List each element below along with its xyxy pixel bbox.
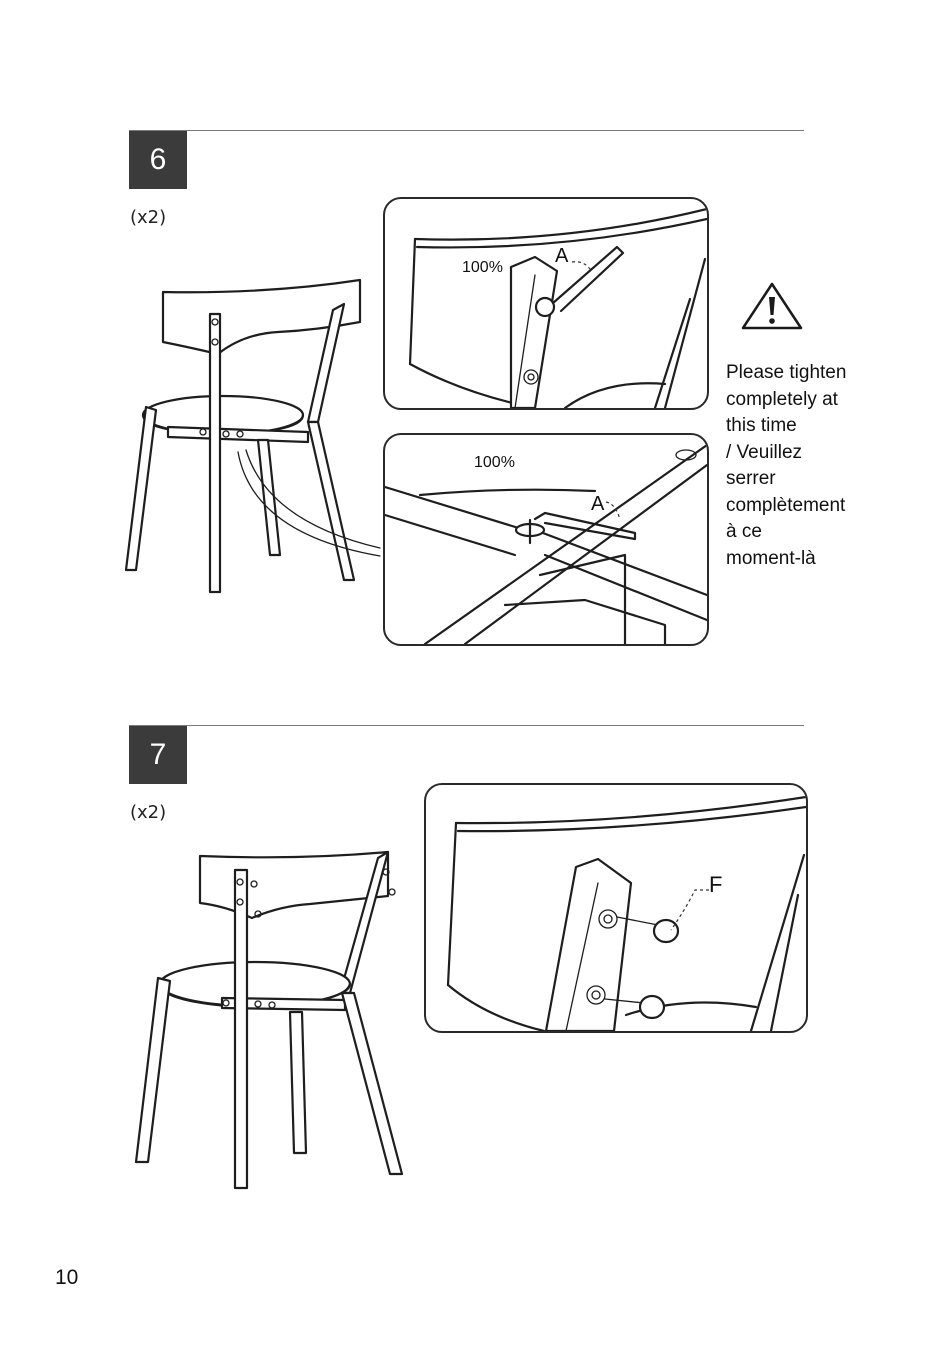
step-6-quantity: (x2) bbox=[130, 207, 167, 228]
step-6-bottom-leader bbox=[600, 498, 630, 528]
warning-text bbox=[726, 360, 926, 572]
step-7-chair-illustration bbox=[130, 848, 410, 1193]
step-6-detail-bottom bbox=[383, 433, 709, 646]
warning-note bbox=[726, 281, 926, 572]
warning-line: Please tighten bbox=[726, 362, 847, 383]
step-6-bottom-torque-label: 100% bbox=[474, 454, 515, 471]
step-6-top-torque-label: 100% bbox=[462, 259, 503, 276]
step-6-detail-top bbox=[383, 197, 709, 410]
step-6-top-leader bbox=[560, 250, 600, 280]
page-number: 10 bbox=[55, 1266, 79, 1289]
step-7-number-badge: 7 bbox=[129, 726, 187, 784]
step-7-detail bbox=[424, 783, 808, 1033]
step-6-chair-illustration bbox=[118, 272, 388, 602]
step-7-quantity: (x2) bbox=[130, 802, 167, 823]
step-6-rule bbox=[129, 130, 804, 131]
warning-line: serrer bbox=[726, 468, 776, 489]
step-6-number-badge: 6 bbox=[129, 131, 187, 189]
step-7-rule bbox=[129, 725, 804, 726]
warning-triangle-icon bbox=[740, 281, 804, 331]
step-7-part-label: F bbox=[709, 872, 723, 897]
step-6-bottom-part-label: A bbox=[591, 493, 605, 515]
warning-line: completely at bbox=[726, 388, 838, 410]
warning-line: this time bbox=[726, 415, 797, 436]
warning-line: moment-là bbox=[726, 547, 816, 569]
warning-line: / Veuillez bbox=[726, 441, 803, 463]
warning-line: complètement bbox=[726, 494, 846, 516]
step-7-leader bbox=[665, 880, 715, 940]
warning-line: à ce bbox=[726, 521, 762, 542]
step-6-top-part-label: A bbox=[555, 245, 569, 267]
